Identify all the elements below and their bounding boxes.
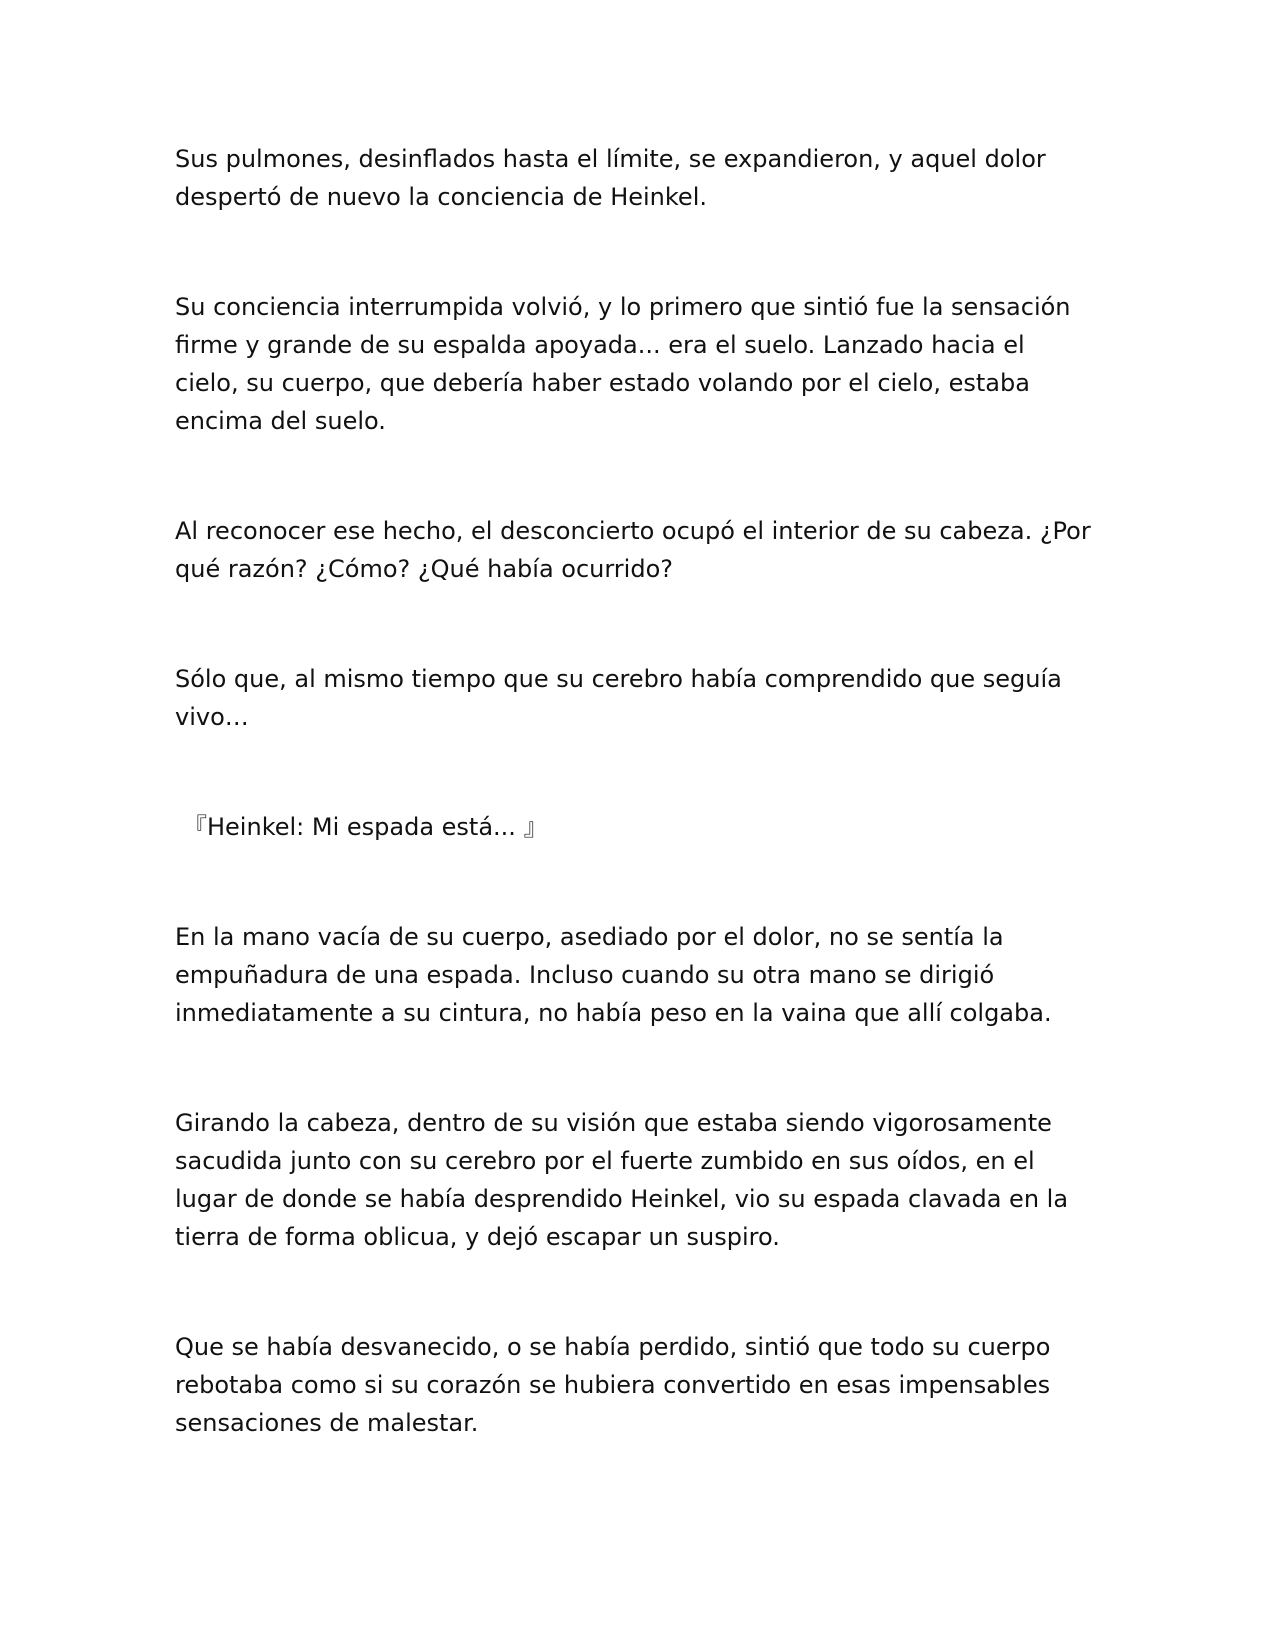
paragraph-3: Al reconocer ese hecho, el desconcierto ocupó el interior de su cabeza. ¿Por qué razón? ¿Cómo? ¿Qué había ocurrido? [175,517,1091,583]
paragraph-4: Sólo que, al mismo tiempo que su cerebro había comprendido que seguía vivo… [175,665,1062,731]
paragraph-6: En la mano vacía de su cuerpo, asediado por el dolor, no se sentía la empuñadura de una espada. Incluso cuando su otra mano se dirigió inmediatamente a su cintura, no había peso en la vaina que allí colgaba. [175,923,1052,1027]
dialogue-line: 『Heinkel: Mi espada está... 』 [183,813,548,841]
paragraph-7: Girando la cabeza, dentro de su visión que estaba siendo vigorosamente sacudida junto con su cerebro por el fuerte zumbido en sus oídos, en el lugar de donde se había desprendido Heinkel, vio su espada clavada en la tierra de forma oblicua, y dejó escapar un suspiro. [175,1109,1069,1251]
paragraph-8: Que se había desvanecido, o se había perdido, sintió que todo su cuerpo rebotaba como si su corazón se hubiera convertido en esas impensables sensaciones de malestar. [175,1333,1051,1437]
document-body [175,140,1095,1442]
paragraph-1: Sus pulmones, desinflados hasta el límite, se expandieron, y aquel dolor despertó de nuevo la conciencia de Heinkel. [175,145,1046,211]
paragraph-2: Su conciencia interrumpida volvió, y lo primero que sintió fue la sensación firme y grande de su espalda apoyada... era el suelo. Lanzado hacia el cielo, su cuerpo, que debería haber estado volando por el cielo, estaba encima del suelo. [175,293,1071,435]
